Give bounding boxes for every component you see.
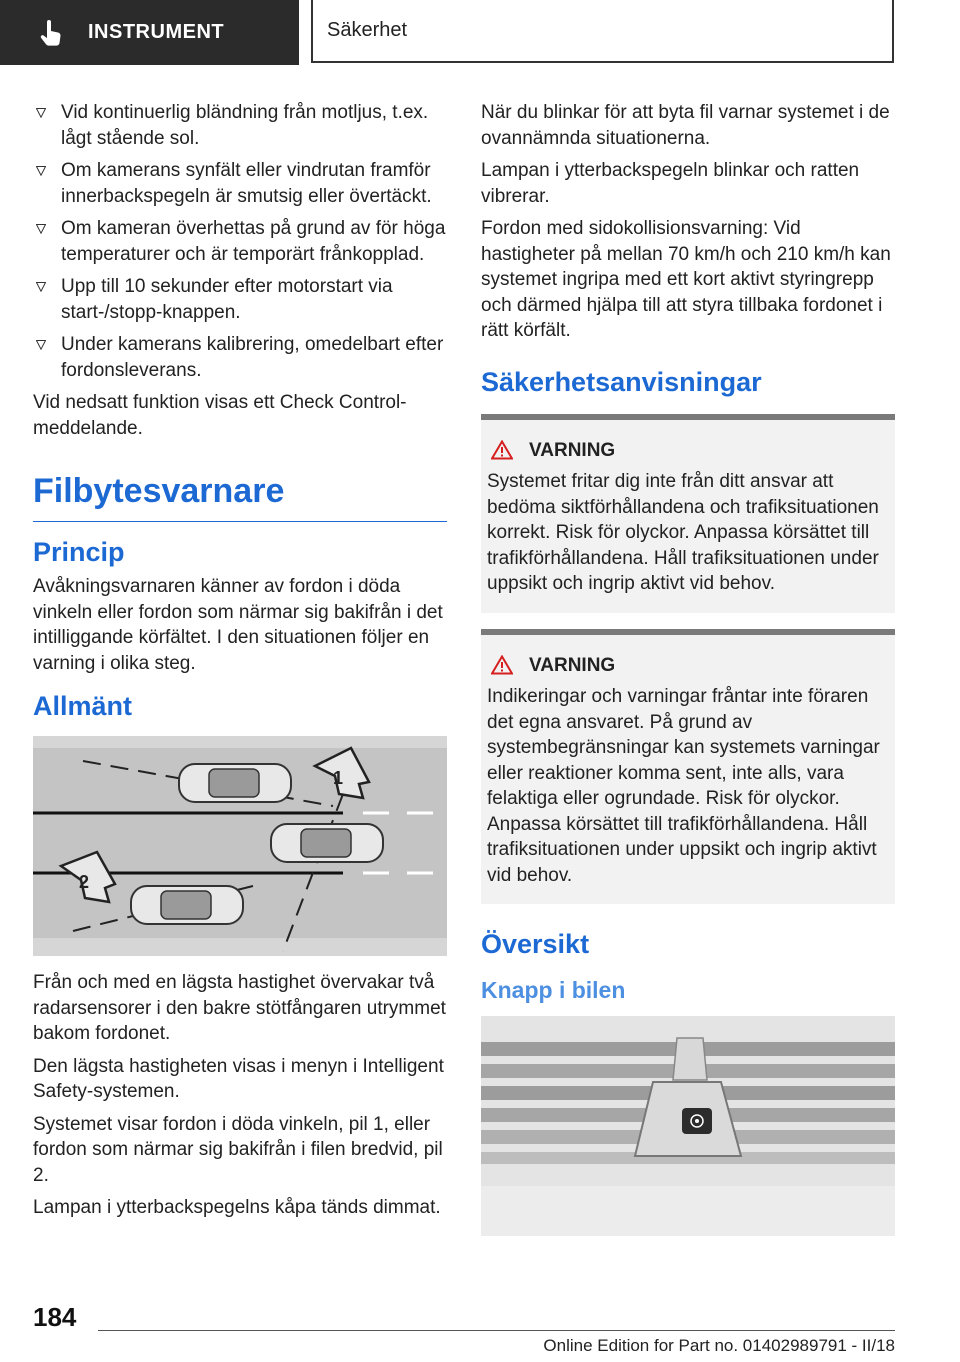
paragraph: När du blinkar för att byta fil varnar systemet i de ovannämnda situationerna. [481,102,890,149]
section-heading: Allmänt [33,691,133,721]
button-photo [481,1016,895,1236]
warning-box [481,629,895,905]
list-item [33,158,447,209]
warning-text: Systemet fritar dig inte från ditt ansvar att bedöma siktförhållandena och trafiksituationen korrekt. Risk för olyckor. Anpassa körsättet till trafikförhållandena. Håll trafiksituationen under uppsikt och ingrip aktivt vid behov. [487,471,879,594]
list-item [33,332,447,383]
chapter-tab[interactable] [0,0,299,65]
paragraph: Systemet visar fordon i döda vinkeln, pil 1, eller fordon som närmar sig bakifrån i filen bredvid, pil 2. [33,1113,443,1186]
chapter-heading: Filbytesvarnare [33,471,447,522]
triangle-bullet-icon [36,282,46,292]
subsection-heading: Knapp i bilen [481,977,626,1003]
car-icon [131,886,243,924]
bullet-text: Vid kontinuerlig bländning från motljus, t.ex. lågt stående sol. [61,102,429,149]
paragraph: Vid nedsatt funktion visas ett Check Control-meddelande. [33,392,407,439]
edition-text: Online Edition for Part no. 01402989791 - II/18 [543,1336,895,1355]
car-icon [179,764,291,802]
left-column [33,100,447,1228]
warning-triangle-icon [491,655,513,675]
warning-triangle-icon [491,440,513,460]
bullet-text: Om kamerans synfält eller vindrutan framför innerbackspegeln är smutsig eller övertäckt. [61,160,432,207]
section-title: Säkerhet [327,19,408,41]
list-item [33,216,447,267]
paragraph: Lampan i ytterbackspegeln blinkar och ratten vibrerar. [481,160,860,207]
arrow-label: 2 [79,872,90,892]
list-item [33,274,447,325]
section-heading: Princip [33,537,125,567]
warning-title: VARNING [529,439,616,461]
hand-pointer-icon [40,20,62,46]
list-item [33,100,447,151]
triangle-bullet-icon [36,108,46,118]
section-header [311,0,894,63]
paragraph: Den lägsta hastigheten visas i menyn i Intelligent Safety-systemen. [33,1055,444,1102]
paragraph: Fordon med sidokollisionsvarning: Vid hastigheter på mellan 70 km/h och 210 km/h kan systemet ingripa med ett kort aktivt styringrepp och därmed hjälpa till att styra tillbaka fordonet i rätt körfält. [481,218,891,341]
car-icon [271,824,383,862]
bullet-text: Om kameran överhettas på grund av för höga temperaturer och är temporärt frånkopplad. [61,218,446,265]
triangle-bullet-icon [36,166,46,176]
warning-title: VARNING [529,654,616,676]
paragraph: Avåkningsvarnaren känner av fordon i döda vinkeln eller fordon som närmar sig bakifrån i det intilliggande körfältet. I den situationen följer en varning i olika steg. [33,576,443,674]
bullet-text: Under kamerans kalibrering, omedelbart efter fordonsleverans. [61,334,444,381]
paragraph: Lampan i ytterbackspegelns kåpa tänds dimmat. [33,1197,441,1218]
triangle-bullet-icon [36,224,46,234]
section-heading: Översikt [481,929,590,959]
chapter-label: INSTRUMENT [88,21,225,43]
footer-divider [98,1330,895,1331]
bullet-text: Upp till 10 sekunder efter motorstart via start-/stopp-knappen. [61,276,393,323]
lane-change-figure [33,736,447,956]
warning-text: Indikeringar och varningar fråntar inte föraren det egna ansvaret. På grund av systembegränsningar kan systemets varningar eller reaktioner komma sent, inte alls, vara felaktiga eller ogrundade. Risk för olyckor. Anpassa körsättet till trafikförhållandena. Håll trafiksituationen under uppsikt och ingrip aktivt vid behov. [487,686,880,886]
right-column [481,100,895,1236]
page-number: 184 [33,1302,77,1332]
paragraph: Från och med en lägsta hastighet övervakar två radarsensorer i den bakre stötfångaren utrymmet bakom fordonet. [33,972,446,1044]
arrow-label: 1 [333,768,344,788]
triangle-bullet-icon [36,340,46,350]
section-heading: Säkerhetsanvisningar [481,366,762,397]
warning-box [481,414,895,613]
